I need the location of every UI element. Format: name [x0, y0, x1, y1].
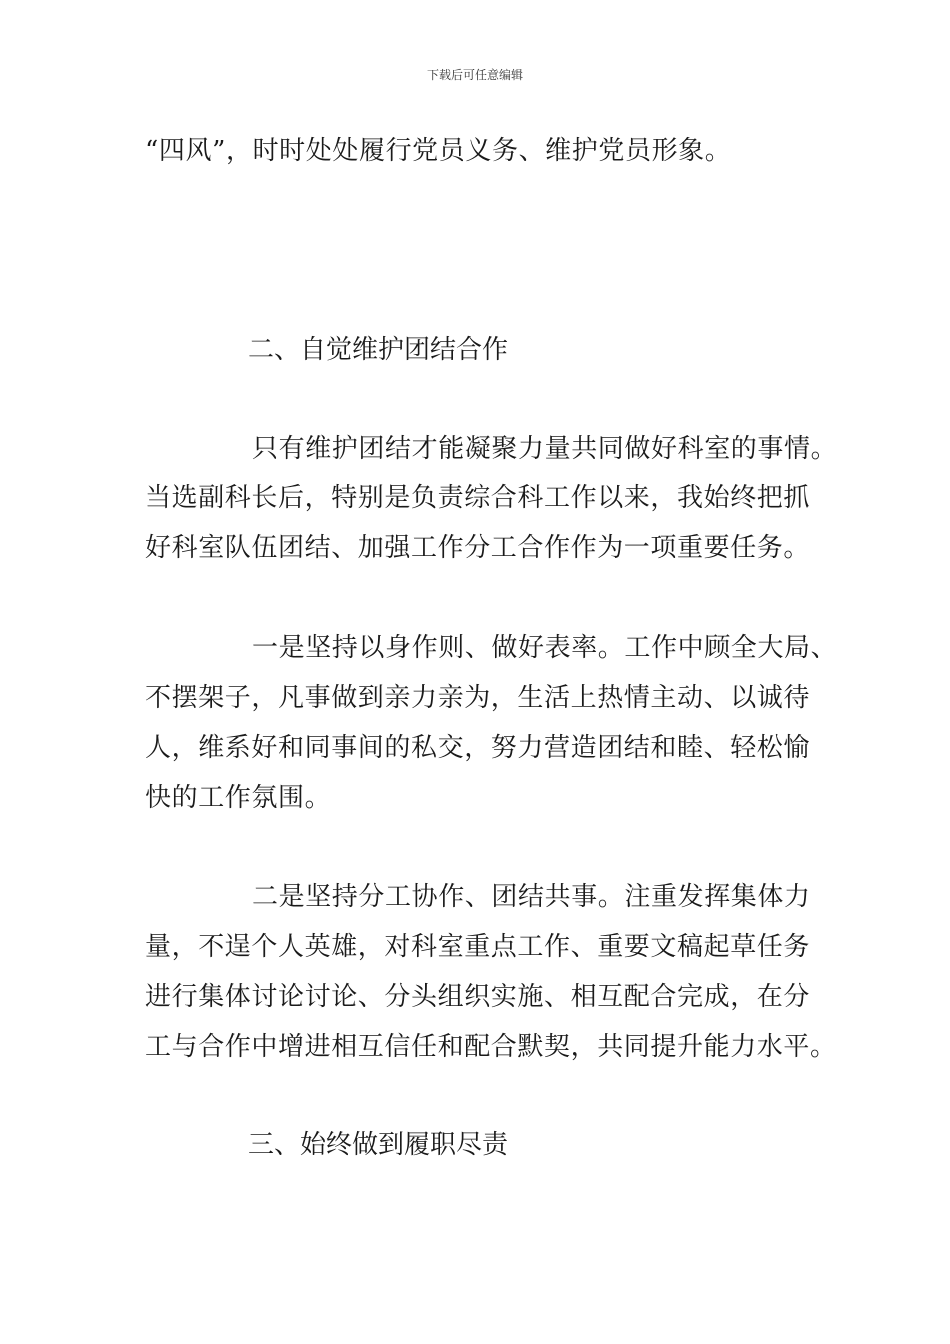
- paragraph-line: 进行集体讨论讨论、分头组织实施、相互配合完成，在分: [145, 982, 811, 1012]
- paragraph-line: 不摆架子，凡事做到亲力亲为，生活上热情主动、以诚待: [145, 683, 811, 713]
- paragraph-line: 量，不逞个人英雄，对科室重点工作、重要文稿起草任务: [145, 932, 811, 962]
- section-heading-2: 二、自觉维护团结合作: [248, 335, 509, 365]
- paragraph-line: 二是坚持分工协作、团结共事。注重发挥集体力: [252, 882, 811, 912]
- paragraph-line: 当选副科长后，特别是负责综合科工作以来，我始终把抓: [145, 483, 811, 513]
- paragraph-line: “四风”，时时处处履行党员义务、维护党员形象。: [145, 136, 732, 166]
- page-header-note: 下载后可任意编辑: [426, 68, 523, 82]
- paragraph-line: 一是坚持以身作则、做好表率。工作中顾全大局、: [252, 633, 838, 663]
- paragraph-line: 工与合作中增进相互信任和配合默契，共同提升能力水平。: [145, 1032, 837, 1062]
- section-heading-3: 三、始终做到履职尽责: [248, 1130, 509, 1160]
- paragraph-line: 人，维系好和同事间的私交，努力营造团结和睦、轻松愉: [145, 733, 811, 763]
- paragraph-line: 快的工作氛围。: [145, 783, 332, 813]
- paragraph-line: 只有维护团结才能凝聚力量共同做好科室的事情。: [252, 434, 838, 464]
- paragraph-line: 好科室队伍团结、加强工作分工合作作为一项重要任务。: [145, 533, 811, 563]
